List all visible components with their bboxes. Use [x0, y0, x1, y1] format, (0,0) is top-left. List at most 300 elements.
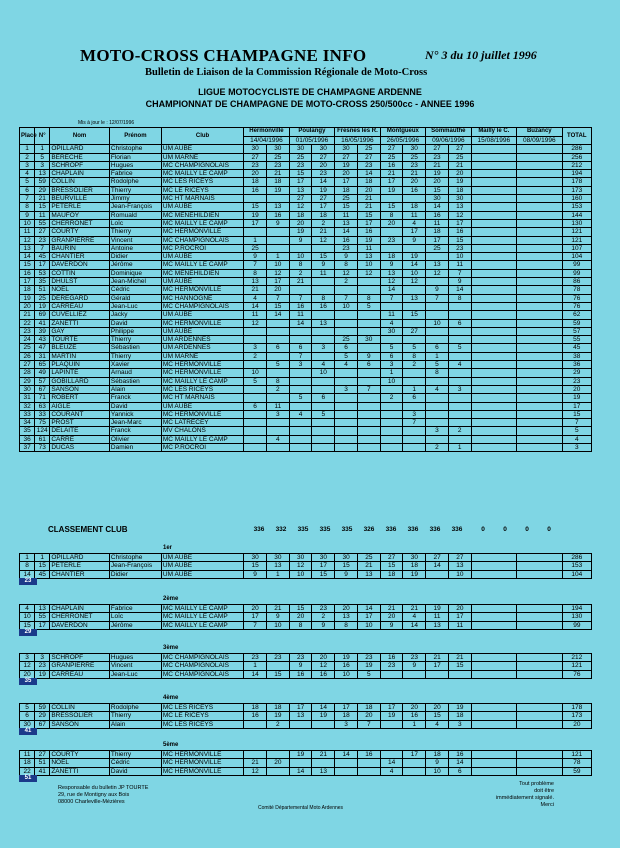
race-score: 19: [380, 712, 403, 720]
race-score: 16: [357, 228, 380, 236]
club-total-value: 335: [341, 526, 353, 533]
club-total-value: 0: [525, 526, 529, 533]
race-score: 6: [289, 344, 312, 352]
race-score: 11: [448, 621, 471, 629]
race-score: 20: [448, 605, 471, 613]
race-score: 6: [312, 394, 335, 402]
rider-place: 8: [20, 562, 35, 570]
rider-name: CUVELLIEZ: [50, 311, 110, 319]
race-score: [403, 443, 426, 451]
race-score: 13: [335, 613, 358, 621]
race-score: [517, 377, 562, 385]
rider-firstname: Olivier: [109, 435, 161, 443]
race-score: 5: [357, 302, 380, 310]
rider-firstname: Loïc: [109, 613, 161, 621]
race-score: [471, 767, 517, 775]
rider-firstname: David: [109, 767, 161, 775]
race-score: [266, 751, 289, 759]
race-score: [471, 419, 516, 427]
rider-total: 194: [562, 170, 591, 178]
championship-title: CHAMPIONNAT DE CHAMPAGNE DE MOTO-CROSS 250/500cc - ANNEE 1996: [145, 99, 475, 109]
race-score: 23: [426, 153, 449, 161]
race-score: 2: [266, 385, 289, 393]
rider-place: 4: [20, 170, 35, 178]
race-score: 23: [403, 654, 426, 662]
race-score: [471, 244, 516, 252]
club-total-value: 336: [429, 526, 441, 533]
race-score: [471, 170, 516, 178]
race-score: 21: [244, 759, 267, 767]
race-score: [471, 203, 516, 211]
race-score: 14: [244, 302, 267, 310]
race-score: [312, 443, 335, 451]
rider-number: 7: [35, 244, 50, 252]
race-score: [471, 344, 516, 352]
race-score: 15: [380, 203, 403, 211]
race-score: [471, 302, 516, 310]
race-score: 14: [426, 562, 449, 570]
race-score: [471, 253, 516, 261]
race-score: [357, 377, 380, 385]
club-rank-label: 2ème: [163, 596, 179, 602]
race-score: 21: [380, 170, 403, 178]
race-score: 27: [312, 153, 335, 161]
race-score: 7: [244, 261, 267, 269]
race-score: 16: [403, 186, 426, 194]
race-score: [471, 377, 516, 385]
race-score: 18: [448, 186, 471, 194]
rider-total: 178: [562, 178, 591, 186]
table-row: [20, 410, 592, 418]
rider-total: 29: [562, 369, 591, 377]
race-score: 10: [403, 269, 426, 277]
race-score: 17: [426, 662, 449, 670]
table-row: [20, 170, 592, 178]
race-score: 14: [312, 704, 335, 712]
club-rank-label: 3ème: [163, 645, 179, 651]
rider-place: 20: [20, 302, 35, 310]
race-score: [266, 427, 289, 435]
footer-line: 29, rue de Montigny aux Bois: [58, 792, 130, 798]
race-score: 25: [357, 145, 380, 153]
race-score: [471, 427, 516, 435]
rider-name: CHERRONET: [50, 613, 110, 621]
table-row: [20, 654, 592, 662]
race-score: [426, 394, 449, 402]
race-score: [335, 327, 358, 335]
race-score: 18: [403, 562, 426, 570]
race-score: [517, 402, 562, 410]
race-score: [380, 336, 403, 344]
column-header-event: Sommauthe: [426, 128, 471, 137]
race-score: 23: [312, 170, 335, 178]
rider-firstname: Jean-Marc: [109, 419, 161, 427]
rider-number: 43: [35, 336, 50, 344]
race-score: [471, 286, 516, 294]
race-score: [448, 369, 471, 377]
race-score: 16: [312, 302, 335, 310]
race-score: 17: [426, 236, 449, 244]
race-score: 27: [448, 554, 471, 562]
rider-total: 59: [562, 767, 591, 775]
rider-club: UM AUBE: [161, 278, 243, 286]
rider-number: 59: [35, 704, 50, 712]
race-score: [403, 767, 426, 775]
column-header-place: Place: [20, 128, 35, 145]
race-score: [426, 253, 449, 261]
rider-firstname: Thierry: [109, 712, 161, 720]
rider-firstname: Franck: [109, 394, 161, 402]
table-row: [20, 613, 592, 621]
race-score: [289, 336, 312, 344]
race-score: 15: [312, 570, 335, 578]
rider-number: 13: [35, 605, 50, 613]
race-score: [335, 443, 358, 451]
race-score: 17: [357, 613, 380, 621]
race-score: 25: [426, 244, 449, 252]
race-score: 21: [380, 605, 403, 613]
race-score: [517, 170, 562, 178]
race-score: 14: [335, 228, 358, 236]
rider-firstname: Rodolphe: [109, 178, 161, 186]
race-score: 15: [244, 562, 267, 570]
rider-club: UM ARDENNES: [161, 336, 243, 344]
race-score: [471, 369, 516, 377]
rider-number: 17: [35, 261, 50, 269]
race-score: [266, 244, 289, 252]
race-score: 20: [426, 178, 449, 186]
race-score: 17: [244, 613, 267, 621]
race-score: [517, 435, 562, 443]
race-score: 1: [244, 662, 267, 670]
race-score: [312, 419, 335, 427]
race-score: 5: [312, 410, 335, 418]
race-score: [289, 244, 312, 252]
race-score: [403, 336, 426, 344]
race-score: 17: [335, 178, 358, 186]
race-score: [335, 427, 358, 435]
race-score: [471, 720, 517, 728]
race-score: 6: [403, 394, 426, 402]
race-score: 19: [244, 211, 267, 219]
race-score: [448, 410, 471, 418]
rider-name: PETERLE: [50, 562, 110, 570]
race-score: 10: [426, 319, 449, 327]
race-score: [357, 286, 380, 294]
race-score: 6: [448, 767, 471, 775]
rider-club: MC HERMONVILLE: [161, 361, 243, 369]
race-score: 7: [403, 419, 426, 427]
race-score: 14: [380, 759, 403, 767]
rider-firstname: Fabrice: [109, 605, 161, 613]
rider-firstname: David: [109, 402, 161, 410]
race-score: 9: [448, 278, 471, 286]
race-score: [266, 236, 289, 244]
race-score: [403, 377, 426, 385]
race-score: [380, 195, 403, 203]
rider-number: 27: [35, 751, 50, 759]
race-score: 20: [380, 613, 403, 621]
club-ranking-table: [19, 653, 592, 679]
rider-name: PROST: [50, 419, 110, 427]
race-score: [380, 244, 403, 252]
rider-club: MC CHAMPIGNOLAIS: [161, 161, 243, 169]
race-score: [380, 427, 403, 435]
race-score: [335, 435, 358, 443]
race-score: [403, 402, 426, 410]
race-score: 7: [335, 294, 358, 302]
rider-name: COLLIN: [50, 178, 110, 186]
race-score: 3: [380, 361, 403, 369]
rider-club: MC MAILLY LE CAMP: [161, 261, 243, 269]
rider-name: ROBERT: [50, 394, 110, 402]
table-row: [20, 203, 592, 211]
race-score: 14: [357, 170, 380, 178]
race-score: [266, 327, 289, 335]
rider-firstname: Fabrice: [109, 170, 161, 178]
table-row: [20, 327, 592, 335]
rider-number: 65: [35, 361, 50, 369]
race-score: [471, 394, 516, 402]
race-score: 16: [289, 670, 312, 678]
race-score: [335, 394, 358, 402]
race-score: 13: [448, 203, 471, 211]
race-score: 15: [244, 203, 267, 211]
race-score: 8: [289, 261, 312, 269]
rider-name: COTTIN: [50, 269, 110, 277]
rider-club: MC LE RICEYS: [161, 186, 243, 194]
rider-club: MC MAILLY LE CAMP: [161, 613, 243, 621]
rider-club: MC MAILLY LE CAMP: [161, 219, 243, 227]
race-score: 17: [448, 613, 471, 621]
column-header-date: 09/06/1996: [426, 137, 471, 145]
race-score: [471, 402, 516, 410]
rider-name: PLAQUIN: [50, 361, 110, 369]
race-score: 6: [335, 344, 358, 352]
rider-name: GOBILLARD: [50, 377, 110, 385]
table-row: [20, 278, 592, 286]
race-score: [448, 402, 471, 410]
race-score: [426, 570, 449, 578]
race-score: 8: [357, 294, 380, 302]
race-score: 13: [266, 562, 289, 570]
race-score: [380, 670, 403, 678]
race-score: 23: [266, 654, 289, 662]
table-row: [20, 153, 592, 161]
race-score: 15: [448, 662, 471, 670]
rider-name: LAPINTE: [50, 369, 110, 377]
race-score: 18: [448, 712, 471, 720]
race-score: 21: [426, 654, 449, 662]
rider-firstname: Christophe: [109, 145, 161, 153]
race-score: [471, 385, 516, 393]
race-score: 27: [380, 145, 403, 153]
race-score: [289, 435, 312, 443]
race-score: [471, 278, 516, 286]
rider-place: 11: [20, 751, 35, 759]
race-score: 16: [266, 211, 289, 219]
race-score: 17: [380, 704, 403, 712]
rider-club: UM AUBE: [161, 554, 243, 562]
race-score: [517, 319, 562, 327]
race-score: 20: [403, 178, 426, 186]
rider-name: SANSON: [50, 385, 110, 393]
race-score: 13: [312, 319, 335, 327]
rider-number: 75: [35, 419, 50, 427]
race-score: [517, 394, 562, 402]
column-header-event: Fresnes les R.: [335, 128, 380, 137]
race-score: [517, 203, 562, 211]
rider-name: COURTY: [50, 228, 110, 236]
rider-name: SCHROPF: [50, 654, 110, 662]
rider-number: 45: [35, 570, 50, 578]
rider-total: 173: [562, 712, 591, 720]
rider-number: 5: [35, 153, 50, 161]
rider-total: 286: [562, 554, 591, 562]
race-score: 19: [312, 186, 335, 194]
column-header-date: 14/04/1996: [244, 137, 289, 145]
race-score: 10: [289, 570, 312, 578]
race-score: 23: [380, 236, 403, 244]
rider-number: 17: [35, 621, 50, 629]
rider-total: 86: [562, 278, 591, 286]
race-score: 5: [357, 670, 380, 678]
race-score: 14: [357, 605, 380, 613]
rider-number: 11: [35, 211, 50, 219]
rider-total: 57: [562, 327, 591, 335]
race-score: [517, 336, 562, 344]
table-row: [20, 311, 592, 319]
race-score: [403, 369, 426, 377]
race-score: 1: [448, 443, 471, 451]
rider-total: 5: [562, 427, 591, 435]
race-score: [471, 311, 516, 319]
issue-number: N° 3 du 10 juillet 1996: [425, 48, 537, 62]
rider-place: 14: [20, 253, 35, 261]
rider-club: MC LE RICEYS: [161, 712, 243, 720]
rider-number: 124: [35, 427, 50, 435]
race-score: 19: [448, 704, 471, 712]
club-total-value: 336: [253, 526, 265, 533]
race-score: [312, 336, 335, 344]
club-rank-label: 5ème: [163, 742, 179, 748]
table-row: [20, 161, 592, 169]
race-score: [471, 670, 517, 678]
race-score: 18: [335, 712, 358, 720]
race-score: 30: [312, 554, 335, 562]
race-score: 9: [335, 253, 358, 261]
race-score: 2: [426, 443, 449, 451]
race-score: [289, 720, 312, 728]
footer-line: 08000 Charleville-Mézières: [58, 799, 125, 805]
race-score: [471, 178, 516, 186]
race-score: 19: [335, 161, 358, 169]
rider-total: 194: [562, 605, 591, 613]
rider-total: 99: [562, 269, 591, 277]
race-score: 27: [289, 195, 312, 203]
race-score: 20: [335, 605, 358, 613]
race-score: 9: [289, 662, 312, 670]
race-score: [426, 410, 449, 418]
race-score: [244, 361, 267, 369]
race-score: 21: [357, 195, 380, 203]
race-score: 13: [244, 278, 267, 286]
table-row: [20, 662, 592, 670]
race-score: 2: [380, 394, 403, 402]
race-score: [357, 759, 380, 767]
rider-place: 11: [20, 228, 35, 236]
table-row: [20, 394, 592, 402]
race-score: 4: [426, 385, 449, 393]
rider-number: 69: [35, 311, 50, 319]
race-score: 27: [403, 327, 426, 335]
race-score: 9: [426, 286, 449, 294]
table-row: [20, 294, 592, 302]
race-score: [426, 278, 449, 286]
race-score: 23: [380, 662, 403, 670]
race-score: 15: [403, 311, 426, 319]
table-row: [20, 361, 592, 369]
footer-line: doit être: [534, 788, 554, 794]
race-score: 19: [312, 712, 335, 720]
rider-club: UM AUBE: [161, 253, 243, 261]
race-score: 27: [426, 554, 449, 562]
club-total-value: 336: [407, 526, 419, 533]
rider-place: 12: [20, 236, 35, 244]
race-score: 7: [448, 269, 471, 277]
race-score: 27: [426, 145, 449, 153]
rider-number: 35: [35, 278, 50, 286]
race-score: 14: [244, 670, 267, 678]
rider-firstname: Xavier: [109, 361, 161, 369]
rider-firstname: Jérôme: [109, 621, 161, 629]
race-score: 6: [426, 344, 449, 352]
race-score: [471, 570, 517, 578]
race-score: [266, 443, 289, 451]
race-score: 16: [448, 751, 471, 759]
table-row: [20, 570, 592, 578]
rider-place: 32: [20, 402, 35, 410]
rider-total: 78: [562, 759, 591, 767]
race-score: 3: [244, 344, 267, 352]
rider-name: CARREAU: [50, 302, 110, 310]
race-score: 8: [266, 377, 289, 385]
rider-place: 5: [20, 178, 35, 186]
rider-club: MC MAILLY LE CAMP: [161, 605, 243, 613]
rider-firstname: Alain: [109, 720, 161, 728]
race-score: [266, 319, 289, 327]
race-score: 20: [266, 286, 289, 294]
rider-name: PETERLE: [50, 203, 110, 211]
rider-number: 61: [35, 435, 50, 443]
race-score: [357, 327, 380, 335]
race-score: [266, 767, 289, 775]
table-row: [20, 344, 592, 352]
rider-club: UM AUBE: [161, 570, 243, 578]
race-score: 7: [266, 294, 289, 302]
rider-number: 21: [35, 195, 50, 203]
race-score: 17: [380, 178, 403, 186]
rider-number: 51: [35, 286, 50, 294]
race-score: [289, 427, 312, 435]
race-score: [312, 286, 335, 294]
column-header-date: 01/05/1996: [289, 137, 334, 145]
league-name: LIGUE MOTOCYCLISTE DE CHAMPAGNE ARDENNE: [198, 87, 422, 97]
rider-firstname: Dominique: [109, 269, 161, 277]
rider-name: CHANTIER: [50, 253, 110, 261]
race-score: 20: [357, 712, 380, 720]
race-score: 11: [335, 211, 358, 219]
